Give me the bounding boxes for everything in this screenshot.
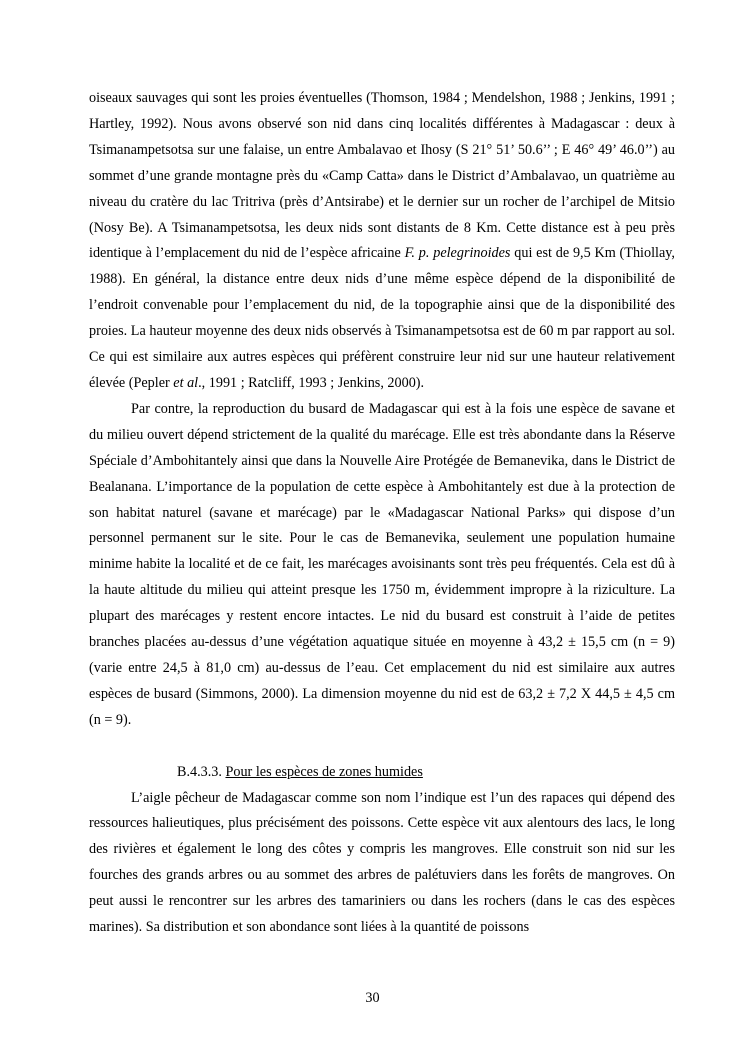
section-heading <box>89 760 675 786</box>
species-name-italic: F. p. pelegrinoides <box>404 245 511 262</box>
paragraph-1 <box>89 86 675 397</box>
section-title: Pour les espèces de zones humides <box>225 763 423 780</box>
document-page <box>89 86 675 941</box>
paragraph-1-part-1: oiseaux sauvages qui sont les proies éventuelles (Thomson, 1984 ; Mendelshon, 1988 ; Jenkins, 1991 ; Hartley, 1992). Nous avons observé son nid dans cinq localités différentes à Madagascar : deux à Tsimanampetsotsa sur une falaise, un entre Ambalavao et Ihosy (S 21° 51’ 50.6’’ ; E 46° 49’ 46.0’’) au sommet d’une grande montagne près du «Camp Catta» dans le District d’Ambalavao, un quatrième au niveau du cratère du lac Tritriva (près d’Antsirabe) et le dernier sur un rocher de l’archipel de Mitsio (Nosy Be). A Tsimanampetsotsa, les deux nids sont distants de 8 Km. Cette distance est à peu près identique à l’emplacement du nid de l’espèce africaine <box>89 90 675 262</box>
paragraph-3: L’aigle pêcheur de Madagascar comme son nom l’indique est l’un des rapaces qui dépend des ressources halieutiques, plus précisément des poissons. Cette espèce vit aux alentours des lacs, le long des rivières et également le long des côtes y compris les mangroves. Elle construit son nid sur les fourches des grands arbres ou au sommet des arbres de palétuviers dans les forêts de mangroves. On peut aussi le rencontrer sur les arbres des tamariniers ou dans les rochers (dans le cas des espèces marines). Sa distribution et son abondance sont liées à la quantité de poissons <box>89 789 675 936</box>
section-spacer <box>89 734 675 760</box>
paragraph-2: Par contre, la reproduction du busard de Madagascar qui est à la fois une espèce de savane et du milieu ouvert dépend strictement de la qualité du marécage. Elle est très abondante dans la Réserve Spéciale d’Ambohitantely ainsi que dans la Nouvelle Aire Protégée de Bemanevika, dans le District de Bealanana. L’importance de la population de cette espèce à Ambohitantely est due à la protection de son habitat naturel (savane et marécage) par le «Madagascar National Parks» qui dispose d’un personnel permanent sur le site. Pour le cas de Bemanevika, seulement une population humaine minime habite la localité et de ce fait, les marécages avoisinants sont très peu fréquentés. Cela est dû à la haute altitude du milieu qui atteint presque les 1750 m, évidemment impropre à la riziculture. La plupart des marécages y restent encore intactes. Le nid du busard est construit à l’aide de petites branches placées au-dessus d’une végétation aquatique située en moyenne à 43,2 ± 15,5 cm (n = 9)(varie entre 24,5 à 81,0 cm) au-dessus de l’eau. Cet emplacement du nid est similaire aux autres espèces de busard (Simmons, 2000). La dimension moyenne du nid est de 63,2 ± 7,2 X 44,5 ± 4,5 cm (n = 9). <box>89 400 675 728</box>
paragraph-1-part-2: qui est de 9,5 Km (Thiollay, 1988). En général, la distance entre deux nids d’une même espèce dépend de la disponibilité de l’endroit convenable pour l’emplacement du nid, de la topographie ainsi que de la disponibilité des proies. La hauteur moyenne des deux nids observés à Tsimanampetsotsa est de 60 m par rapport au sol. Ce qui est similaire aux autres espèces qui préfèrent construire leur nid sur une hauteur relativement élevée (Pepler <box>89 245 675 391</box>
section-number: B.4.3.3. <box>177 763 226 780</box>
et-al-italic: et al <box>173 374 199 391</box>
page-number: 30 <box>365 990 380 1006</box>
paragraph-1-part-3: ., 1991 ; Ratcliff, 1993 ; Jenkins, 2000). <box>198 374 425 391</box>
